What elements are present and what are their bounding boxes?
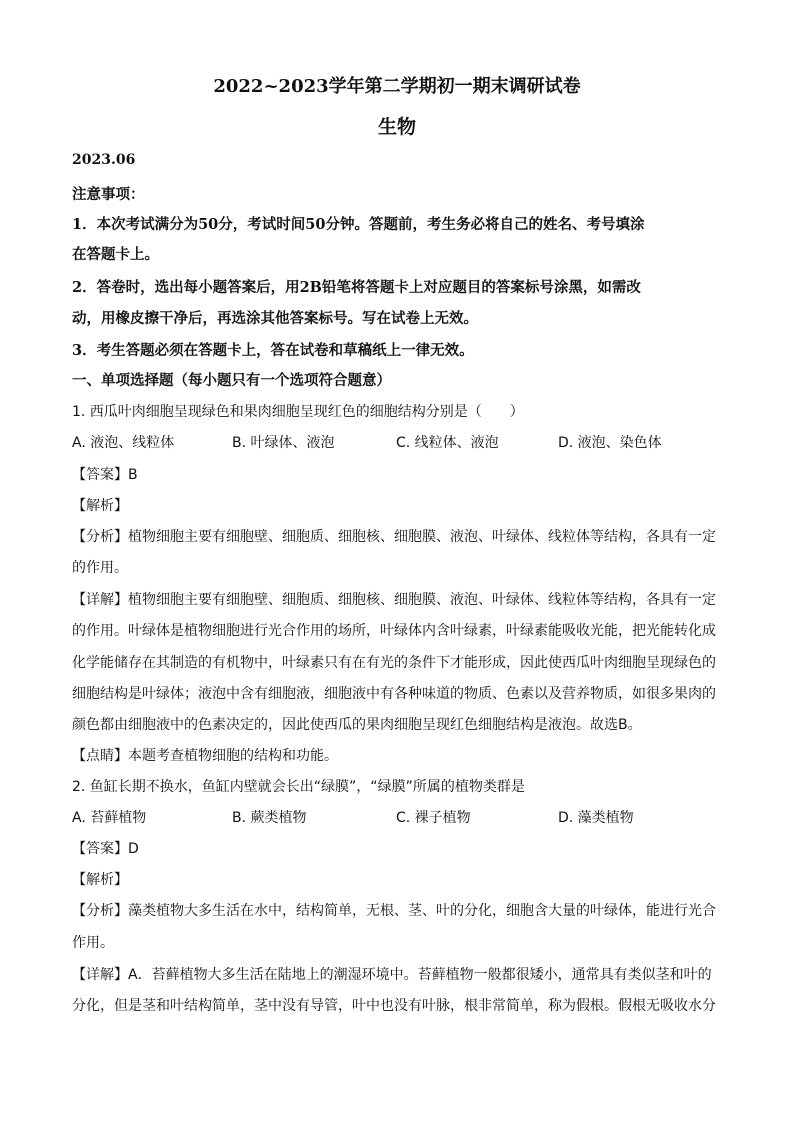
question-2-fenxi-line-1: 【分析】藻类植物大多生活在水中，结构简单，无根、茎、叶的分化，细胞含大量的叶绿体，能进行光合 [72,903,716,919]
exam-date: 2023.06 [72,152,136,168]
question-2-option-c: C. 裸子植物 [396,810,471,826]
question-1-option-b: B. 叶绿体、液泡 [232,435,335,451]
question-1-fenxi-line-2: 的作用。 [72,560,128,576]
notice-item-1-line-2: 在答题卡上。 [72,246,159,263]
question-1-xiangjie-line-2: 的作用。叶绿体是植物细胞进行光合作用的场所，叶绿体内含叶绿素，叶绿素能吸收光能，把光能转化成 [72,623,716,639]
question-2-option-d: D. 藻类植物 [558,810,634,826]
notice-item-2-line-2: 动，用橡皮擦干净后，再选涂其他答案标号。写在试卷上无效。 [72,310,478,327]
question-1-stem: 1. 西瓜叶肉细胞呈现绿色和果肉细胞呈现红色的细胞结构分别是（ ） [72,404,524,420]
notice-item-1-line-1: 1．本次考试满分为50分，考试时间50分钟。答题前，考生务必将自己的姓名、考号填涂 [72,216,645,233]
question-1-fenxi-line-1: 【分析】植物细胞主要有细胞壁、细胞质、细胞核、细胞膜、液泡、叶绿体、线粒体等结构，各具有一定 [72,529,716,545]
subject-title: 生物 [377,116,416,138]
question-1-option-c: C. 线粒体、液泡 [396,435,499,451]
exam-title: 2022~2023学年第二学期初一期末调研试卷 [213,76,581,97]
question-2-option-a: A. 苔藓植物 [72,810,147,826]
notice-item-3: 3．考生答题必须在答题卡上，答在试卷和草稿纸上一律无效。 [72,342,474,359]
question-1-xiangjie-line-3: 化学能储存在其制造的有机物中，叶绿素只有在有光的条件下才能形成，因此使西瓜叶肉细胞呈现绿色的 [72,655,716,671]
notice-item-2-line-1: 2．答卷时，选出每小题答案后，用2B铅笔将答题卡上对应题目的答案标号涂黑，如需改 [72,279,641,296]
question-1-option-d: D. 液泡、染色体 [558,435,662,451]
question-1-answer: 【答案】B [72,467,138,483]
question-1-dianjing: 【点睛】本题考查植物细胞的结构和功能。 [72,748,338,764]
question-2-option-b: B. 蕨类植物 [232,810,307,826]
question-2-answer: 【答案】D [72,841,139,857]
question-1-xiangjie-line-4: 细胞结构是叶绿体；液泡中含有细胞液，细胞液中有各种味道的物质、色素以及营养物质，如很多果肉的 [72,686,716,702]
section-heading: 一、单项选择题（每小题只有一个选项符合题意） [72,372,391,389]
question-1-analysis-label: 【解析】 [72,498,128,514]
question-2-xiangjie-line-2: 分化，但是茎和叶结构简单，茎中没有导管，叶中也没有叶脉，根非常简单，称为假根。假根无吸收水分 [72,998,716,1014]
notice-heading: 注意事项： [72,186,145,203]
question-2-xiangjie-line-1: 【详解】A．苔藓植物大多生活在陆地上的潮湿环境中。苔藓植物一般都很矮小，通常具有类似茎和叶的 [72,967,712,983]
question-2-fenxi-line-2: 作用。 [72,935,114,951]
question-1-option-a: A. 液泡、线粒体 [72,435,175,451]
question-1-xiangjie-line-5: 颜色都由细胞液中的色素决定的，因此使西瓜的果肉细胞呈现红色细胞结构是液泡。故选B。 [72,717,642,733]
question-2-analysis-label: 【解析】 [72,872,128,888]
question-2-stem: 2. 鱼缸长期不换水，鱼缸内壁就会长出“绿膜”，“绿膜”所属的植物类群是 [72,779,525,795]
question-1-xiangjie-line-1: 【详解】植物细胞主要有细胞壁、细胞质、细胞核、细胞膜、液泡、叶绿体、线粒体等结构，各具有一定 [72,592,716,608]
